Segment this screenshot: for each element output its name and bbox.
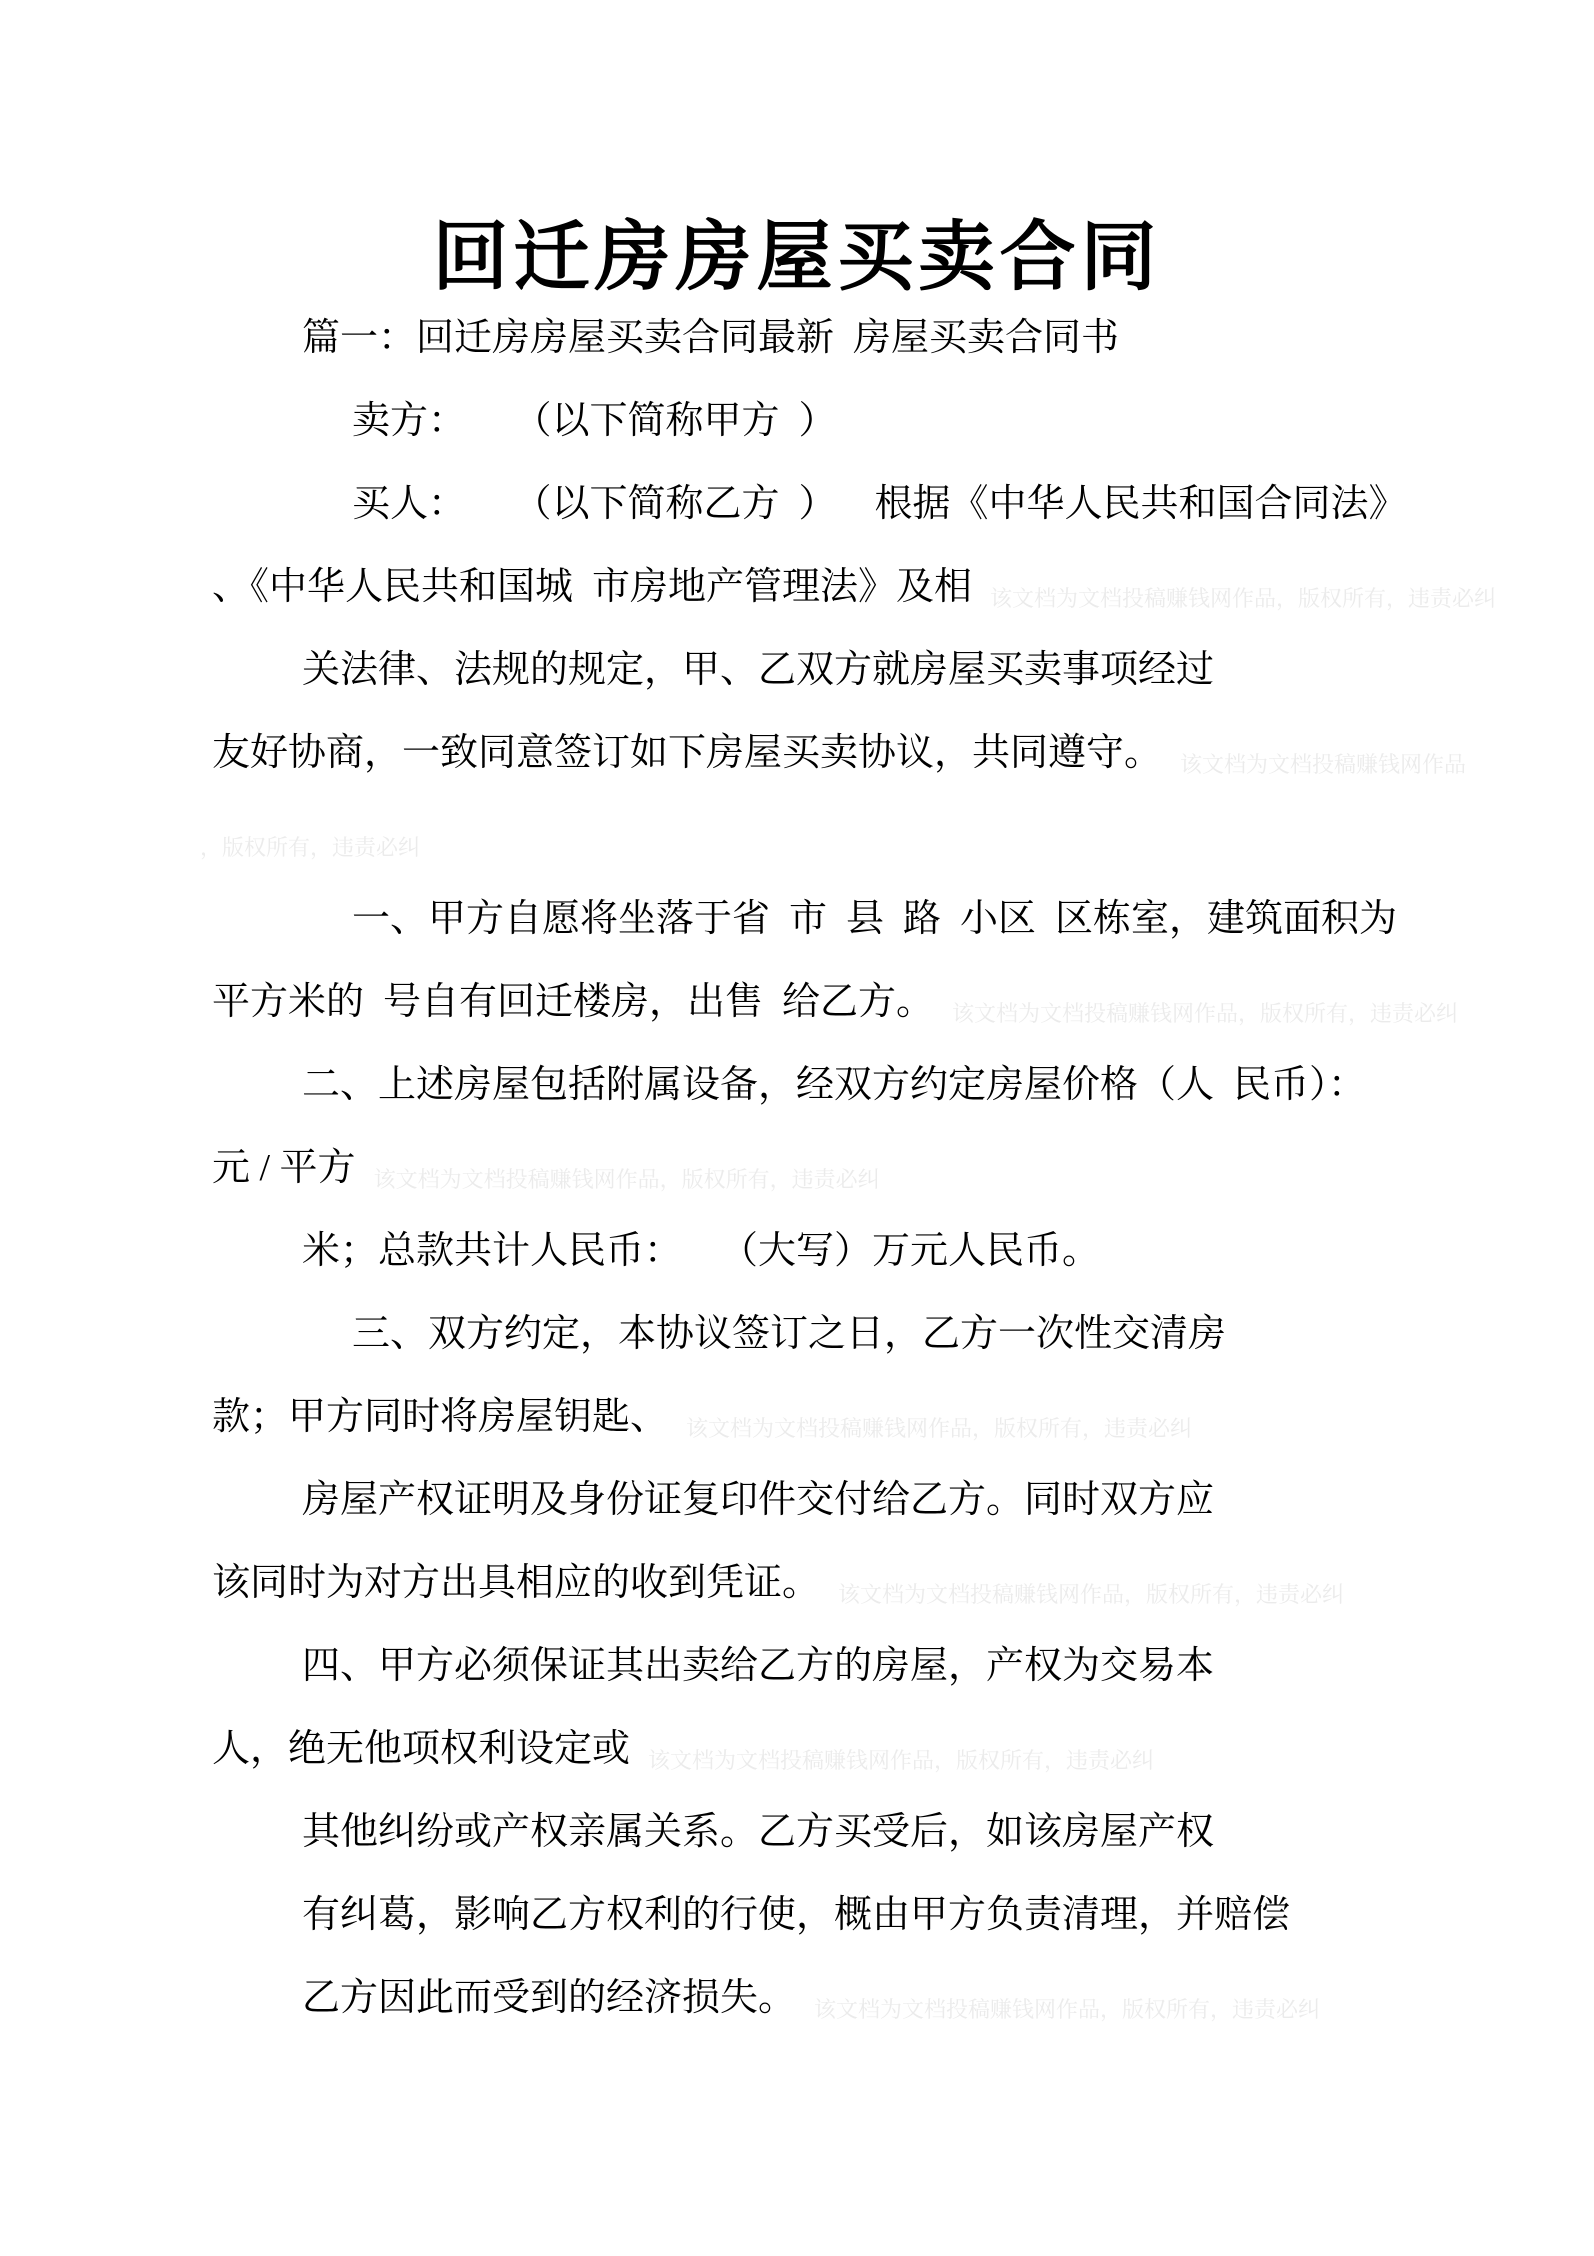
document-body [200, 296, 1554, 2039]
contract-line [212, 1790, 1554, 1873]
contract-line [212, 1375, 1554, 1458]
contract-line-text: 篇一：回迁房房屋买卖合同最新 房屋买卖合同书 [302, 316, 1120, 359]
contract-line [212, 1458, 1554, 1541]
contract-line-text: 三、双方约定，本协议签订之日，乙方一次性交清房 [352, 1312, 1227, 1355]
contract-line [212, 545, 1554, 628]
contract-line-text: 其他纠纷或产权亲属关系。乙方买受后，如该房屋产权 [302, 1810, 1215, 1853]
contract-line-text: 平方米的 号自有回迁楼房，出售 给乙方。 [212, 980, 935, 1023]
contract-line [212, 1624, 1554, 1707]
contract-line-text: 买人： （以下简称乙方 ） 根据《中华人民共和国合同法》 [352, 482, 1407, 525]
contract-line-text: 、《中华人民共和国城 市房地产管理法》及相 [212, 565, 973, 608]
watermark-text: 该文档为文档投稿赚钱网作品，版权所有，违责必纠 [686, 1415, 1193, 1441]
watermark-text: 该文档为文档投稿赚钱网作品，版权所有，违责必纠 [373, 1166, 880, 1192]
watermark-text: 该文档为文档投稿赚钱网作品 [1180, 751, 1467, 777]
contract-line [212, 1707, 1554, 1790]
contract-line-text: 款；甲方同时将房屋钥匙、 [212, 1395, 669, 1438]
contract-line-text: 乙方因此而受到的经济损失。 [302, 1976, 797, 2019]
document-title: 回迁房房屋买卖合同 [432, 216, 1162, 300]
contract-line-text: 有纠葛，影响乙方权利的行使，概由甲方负责清理，并赔偿 [302, 1893, 1291, 1936]
contract-line [212, 1209, 1554, 1292]
contract-line-text: 米；总款共计人民币： （大写）万元人民币。 [302, 1229, 1101, 1272]
contract-line [212, 628, 1554, 711]
contract-line [212, 379, 1554, 462]
contract-line [212, 1956, 1554, 2039]
contract-line-text: 房屋产权证明及身份证复印件交付给乙方。同时双方应 [302, 1478, 1215, 1521]
contract-line-text: 友好协商，一致同意签订如下房屋买卖协议，共同遵守。 [212, 731, 1163, 774]
watermark-text: 该文档为文档投稿赚钱网作品，版权所有，违责必纠 [952, 1000, 1459, 1026]
contract-line-text: 二、上述房屋包括附属设备，经双方约定房屋价格（人 民币）： [302, 1063, 1367, 1106]
contract-line [212, 1126, 1554, 1209]
contract-line-text: 元 / 平方 [212, 1146, 356, 1189]
contract-line-text: 该同时为对方出具相应的收到凭证。 [212, 1561, 821, 1604]
watermark-text: 该文档为文档投稿赚钱网作品，版权所有，违责必纠 [838, 1581, 1345, 1607]
contract-line [200, 794, 1554, 877]
contract-line-text: 卖方： （以下简称甲方 ） [352, 399, 837, 442]
contract-line [212, 462, 1554, 545]
contract-line [212, 960, 1554, 1043]
contract-line [212, 1873, 1554, 1956]
contract-line-text: 一、甲方自愿将坐落于省 市 县 路 小区 区栋室，建筑面积为 [352, 897, 1398, 940]
contract-line-text: 关法律、法规的规定，甲、乙双方就房屋买卖事项经过 [302, 648, 1215, 691]
contract-line [212, 1043, 1554, 1126]
contract-line-text: 人，绝无他项权利设定或 [212, 1727, 631, 1770]
contract-line [212, 1541, 1554, 1624]
watermark-text: ，版权所有，违责必纠 [200, 834, 421, 860]
contract-line [212, 1292, 1554, 1375]
watermark-text: 该文档为文档投稿赚钱网作品，版权所有，违责必纠 [814, 1996, 1321, 2022]
contract-line-text: 四、甲方必须保证其出卖给乙方的房屋，产权为交易本 [302, 1644, 1215, 1687]
watermark-text: 该文档为文档投稿赚钱网作品，版权所有，违责必纠 [990, 585, 1497, 611]
contract-line [212, 296, 1554, 379]
contract-line [212, 711, 1554, 794]
watermark-text: 该文档为文档投稿赚钱网作品，版权所有，违责必纠 [648, 1747, 1155, 1773]
contract-line [212, 877, 1554, 960]
